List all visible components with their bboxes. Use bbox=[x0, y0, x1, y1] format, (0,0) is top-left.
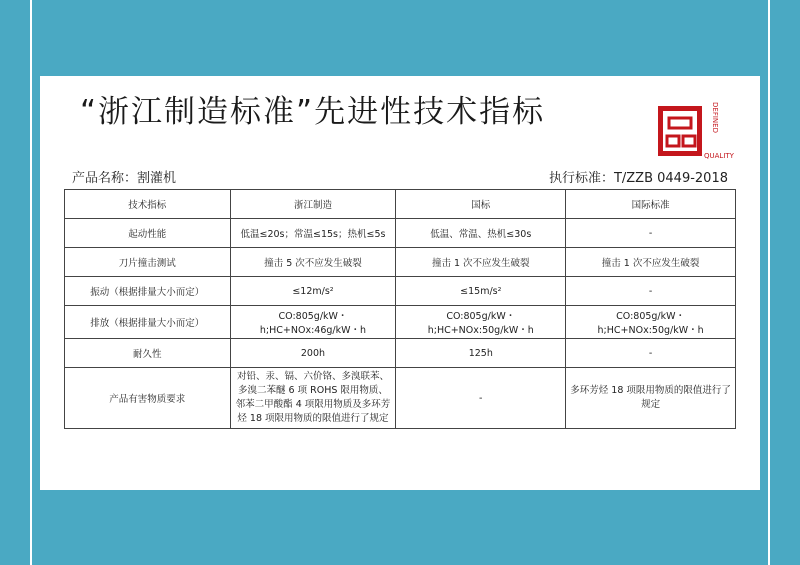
executing-standard bbox=[549, 167, 728, 186]
left-border-line bbox=[30, 0, 32, 565]
table-cell: 撞击 5 次不应发生破裂 bbox=[230, 248, 396, 277]
right-border-band bbox=[760, 0, 800, 565]
table-cell: CO:805g/kW・h;HC+NOx:50g/kW・h bbox=[566, 306, 736, 339]
header-cell: 浙江制造 bbox=[230, 190, 396, 219]
table-cell: - bbox=[566, 339, 736, 368]
table-cell: ≤15m/s² bbox=[396, 277, 566, 306]
left-border-band bbox=[0, 0, 40, 565]
table-cell: CO:805g/kW・h;HC+NOx:50g/kW・h bbox=[396, 306, 566, 339]
table-cell: 刀片撞击测试 bbox=[65, 248, 231, 277]
table-cell: 低温、常温、热机≤30s bbox=[396, 219, 566, 248]
standard-value: T/ZZB 0449-2018 bbox=[613, 171, 728, 186]
table-cell: 起动性能 bbox=[65, 219, 231, 248]
table-cell: 撞击 1 次不应发生破裂 bbox=[396, 248, 566, 277]
table-cell: 撞击 1 次不应发生破裂 bbox=[566, 248, 736, 277]
table-row bbox=[65, 368, 736, 429]
table-cell: 对铅、汞、镉、六价铬、多溴联苯、多溴二苯醚 6 项 ROHS 限用物质、邻苯二甲酸酯 4 项限用物质及多环芳烃 18 项限用物质的限值进行了规定 bbox=[230, 368, 396, 429]
table-cell: 多环芳烃 18 项限用物质的限值进行了规定 bbox=[566, 368, 736, 429]
header-cell: 国际标准 bbox=[566, 190, 736, 219]
table-cell: 125h bbox=[396, 339, 566, 368]
product-value: 割灌机 bbox=[137, 171, 177, 186]
header-cell: 技术指标 bbox=[65, 190, 231, 219]
product-name bbox=[72, 167, 176, 186]
table-cell: ≤12m/s² bbox=[230, 277, 396, 306]
product-label: 产品名称： bbox=[72, 171, 138, 186]
table-cell: - bbox=[566, 277, 736, 306]
table-cell: 耐久性 bbox=[65, 339, 231, 368]
table-cell: 200h bbox=[230, 339, 396, 368]
table-cell: CO:805g/kW・h;HC+NOx:46g/kW・h bbox=[230, 306, 396, 339]
table-cell: 振动（根据排量大小而定） bbox=[65, 277, 231, 306]
right-border-line bbox=[768, 0, 770, 565]
page-title: “浙江制造标准”先进性技术指标 bbox=[80, 94, 546, 130]
bottom-banner-band bbox=[0, 490, 800, 565]
spec-table bbox=[64, 189, 736, 429]
table-row bbox=[65, 339, 736, 368]
table-row bbox=[65, 277, 736, 306]
logo-text-quality: QUALITY bbox=[704, 152, 734, 160]
top-banner-band bbox=[0, 0, 800, 76]
table-header-row bbox=[65, 190, 736, 219]
table-cell: 排放（根据排量大小而定） bbox=[65, 306, 231, 339]
table-cell: - bbox=[566, 219, 736, 248]
table-row bbox=[65, 219, 736, 248]
header-cell: 国标 bbox=[396, 190, 566, 219]
logo-text-defined: DEFINED bbox=[711, 102, 719, 133]
standard-label: 执行标准： bbox=[548, 171, 614, 186]
table-row bbox=[65, 248, 736, 277]
pin-quality-logo bbox=[655, 100, 735, 165]
table-cell: 低温≤20s；常温≤15s；热机≤5s bbox=[230, 219, 396, 248]
table-row bbox=[65, 306, 736, 339]
table-cell: - bbox=[396, 368, 566, 429]
table-cell: 产品有害物质要求 bbox=[65, 368, 231, 429]
